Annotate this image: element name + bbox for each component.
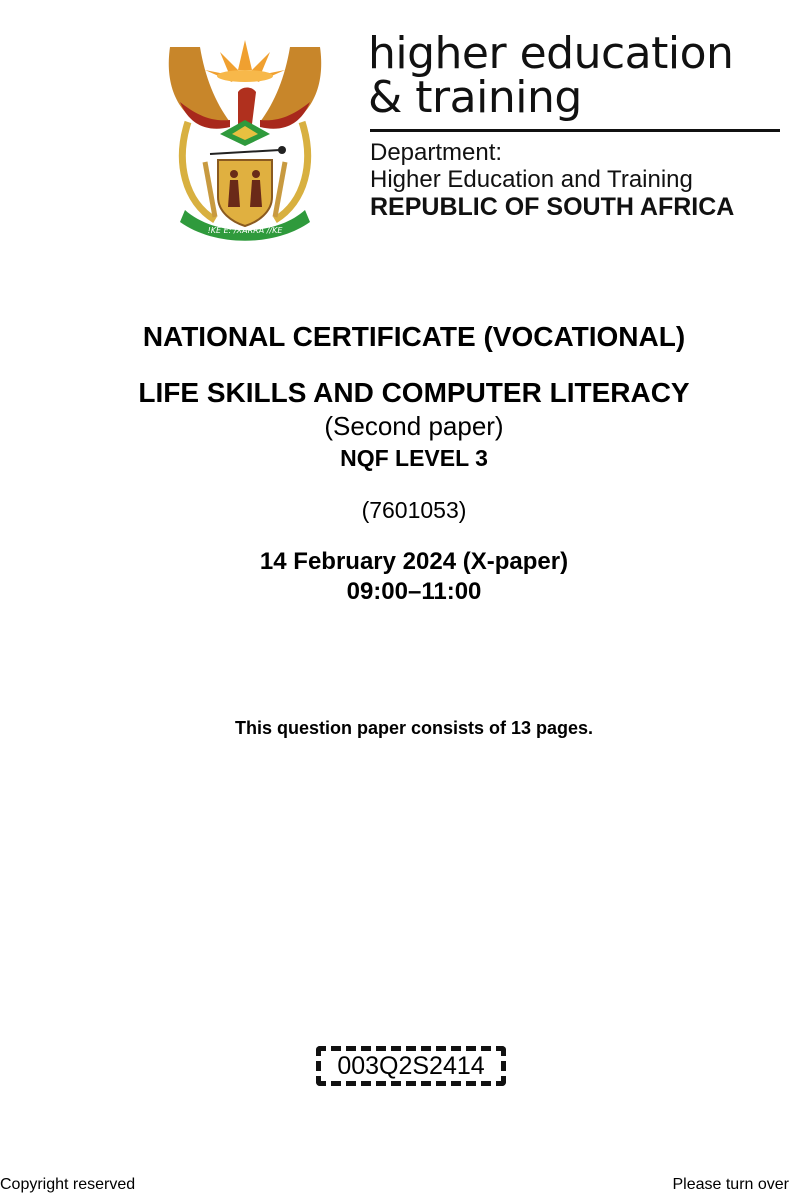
brand-divider: [370, 129, 780, 132]
subject-title: LIFE SKILLS AND COMPUTER LITERACY: [138, 377, 690, 408]
paper-id: 003Q2S2414: [337, 1051, 485, 1080]
brand-line-2: & training: [368, 72, 582, 123]
brand-line-1: higher education: [368, 28, 734, 79]
footer-turn-over: Please turn over: [672, 1176, 789, 1193]
department-name: Higher Education and Training: [370, 166, 693, 193]
department-label: Department:: [370, 139, 503, 166]
footer-copyright: Copyright reserved: [0, 1176, 136, 1193]
exam-time: 09:00–11:00: [346, 578, 482, 605]
crest-motto: !KE E: /XARRA //KE: [207, 226, 283, 235]
pages-note: This question paper consists of 13 pages.: [234, 718, 594, 738]
country-name: REPUBLIC OF SOUTH AFRICA: [370, 193, 735, 221]
coat-of-arms-logo: [160, 32, 330, 242]
subject-code: (7601053): [361, 497, 467, 523]
paper-number: (Second paper): [324, 411, 504, 441]
certificate-title: NATIONAL CERTIFICATE (VOCATIONAL): [142, 321, 686, 352]
paper-id-box: [316, 1046, 506, 1086]
nqf-level: NQF LEVEL 3: [340, 445, 488, 471]
exam-date: 14 February 2024 (X-paper): [259, 548, 569, 575]
